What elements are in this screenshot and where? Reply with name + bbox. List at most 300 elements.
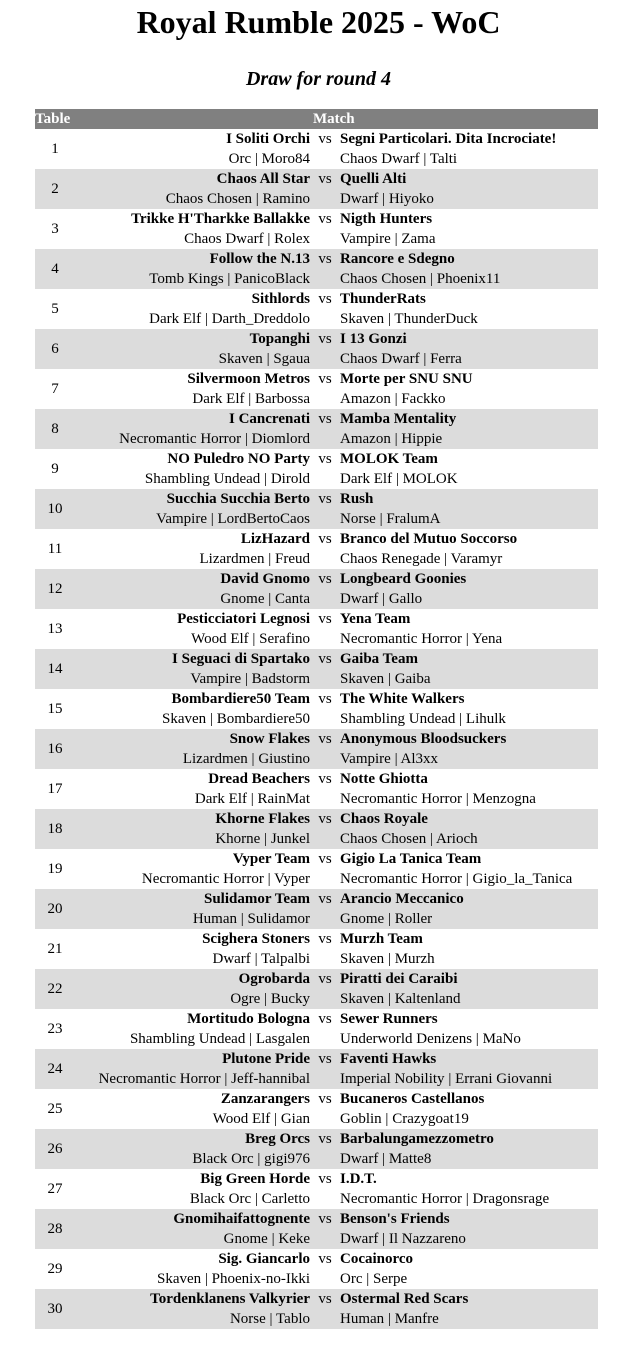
away-coach: Crazygoat19 bbox=[392, 1111, 469, 1127]
away-race: Chaos Renegade bbox=[340, 551, 441, 567]
home-team-name: Vyper Team bbox=[232, 851, 310, 867]
away-race: Necromantic Horror bbox=[340, 791, 463, 807]
away-team-name: Nigth Hunters bbox=[340, 211, 433, 227]
home-team-name: Sithlords bbox=[251, 291, 310, 307]
home-team-name: Bombardiere50 Team bbox=[171, 691, 310, 707]
home-team-cell bbox=[75, 1249, 310, 1289]
home-coach: Canta bbox=[275, 591, 310, 607]
home-race: Wood Elf bbox=[212, 1111, 271, 1127]
home-coach: PanicoBlack bbox=[234, 271, 310, 287]
away-team-name: ThunderRats bbox=[340, 291, 426, 307]
home-team-name: Chaos All Star bbox=[216, 171, 310, 187]
vs-label: vs bbox=[318, 1131, 332, 1147]
away-race: Chaos Chosen bbox=[340, 271, 427, 287]
away-team-name: Anonymous Bloodsuckers bbox=[340, 731, 507, 747]
away-coach: Hiyoko bbox=[388, 191, 434, 207]
away-team-cell bbox=[340, 369, 598, 409]
away-race: Orc bbox=[340, 1271, 363, 1287]
away-race: Dwarf bbox=[340, 1231, 379, 1247]
away-coach: Ferra bbox=[430, 351, 462, 367]
home-team-cell bbox=[75, 649, 310, 689]
separator: | bbox=[244, 431, 248, 447]
home-team-name: Mortitudo Bologna bbox=[187, 1011, 310, 1027]
home-team-info bbox=[75, 829, 310, 849]
separator: | bbox=[274, 1111, 278, 1127]
separator: | bbox=[394, 431, 398, 447]
home-team-name: Big Green Horde bbox=[200, 1171, 310, 1187]
away-race: Dark Elf bbox=[340, 471, 393, 487]
table-row bbox=[35, 209, 598, 249]
vs-label: vs bbox=[318, 171, 332, 187]
home-team-info bbox=[75, 1069, 310, 1089]
separator: | bbox=[250, 791, 254, 807]
separator: | bbox=[269, 1311, 273, 1327]
away-team-info bbox=[340, 1229, 598, 1249]
away-team-info bbox=[340, 149, 598, 169]
away-team-info bbox=[340, 309, 598, 329]
away-team-cell bbox=[340, 449, 598, 489]
away-coach: Talti bbox=[429, 151, 458, 167]
away-team-info bbox=[340, 709, 598, 729]
home-team-cell bbox=[75, 1289, 310, 1329]
home-team-cell bbox=[75, 369, 310, 409]
separator: | bbox=[210, 511, 214, 527]
separator: | bbox=[264, 991, 268, 1007]
home-team-name: Tordenklanens Valkyrier bbox=[150, 1291, 310, 1307]
home-race: Wood Elf bbox=[191, 631, 249, 647]
table-number: 19 bbox=[47, 860, 63, 877]
table-row bbox=[35, 1009, 598, 1049]
home-coach: Carletto bbox=[261, 1191, 310, 1207]
home-team-info bbox=[75, 429, 310, 449]
home-coach: Darth_Dreddolo bbox=[211, 311, 310, 327]
away-team-cell bbox=[340, 249, 598, 289]
home-team-name: Ogrobarda bbox=[238, 971, 310, 987]
away-coach: Matte8 bbox=[388, 1151, 432, 1167]
away-race: Vampire bbox=[340, 231, 391, 247]
vs-label: vs bbox=[318, 491, 332, 507]
home-team-info bbox=[75, 269, 310, 289]
home-race: Skaven bbox=[218, 351, 263, 367]
separator: | bbox=[382, 1151, 386, 1167]
home-team-info bbox=[75, 869, 310, 889]
away-team-name: Rancore e Sdegno bbox=[340, 251, 455, 267]
vs-label: vs bbox=[318, 331, 332, 347]
table-number: 20 bbox=[47, 900, 63, 917]
away-coach: Zama bbox=[401, 231, 436, 247]
away-team-cell bbox=[340, 929, 598, 969]
separator: | bbox=[465, 871, 469, 887]
home-team-info bbox=[75, 1189, 310, 1209]
separator: | bbox=[475, 1031, 479, 1047]
table-row bbox=[35, 1249, 598, 1289]
home-team-cell bbox=[75, 409, 310, 449]
home-coach: Phoenix-no-Ikki bbox=[211, 1271, 310, 1287]
home-race: Gnome bbox=[220, 591, 265, 607]
away-team-info bbox=[340, 629, 598, 649]
away-team-name: Quelli Alti bbox=[340, 171, 407, 187]
table-row bbox=[35, 1129, 598, 1169]
home-team-cell bbox=[75, 889, 310, 929]
home-coach: gigi976 bbox=[264, 1151, 310, 1167]
home-race: Shambling Undead bbox=[129, 1031, 246, 1047]
away-coach: Gaiba bbox=[394, 671, 431, 687]
separator: | bbox=[423, 151, 427, 167]
home-team-info bbox=[75, 1309, 310, 1329]
away-team-info bbox=[340, 469, 598, 489]
away-coach: MOLOK bbox=[402, 471, 458, 487]
home-team-name: David Gnomo bbox=[220, 571, 310, 587]
home-coach: Tablo bbox=[276, 1311, 310, 1327]
away-race: Dwarf bbox=[340, 1151, 379, 1167]
table-row bbox=[35, 529, 598, 569]
away-team-info bbox=[340, 669, 598, 689]
separator: | bbox=[387, 311, 391, 327]
away-team-name: Bucaneros Castellanos bbox=[340, 1091, 485, 1107]
home-team-name: Trikke H'Tharkke Ballakke bbox=[131, 211, 310, 227]
vs-label: vs bbox=[318, 731, 332, 747]
table-row bbox=[35, 249, 598, 289]
away-team-name: Rush bbox=[340, 491, 374, 507]
away-race: Amazon bbox=[340, 431, 391, 447]
away-coach: Kaltenland bbox=[394, 991, 461, 1007]
away-team-name: Sewer Runners bbox=[340, 1011, 438, 1027]
away-team-info bbox=[340, 549, 598, 569]
home-team-cell bbox=[75, 489, 310, 529]
away-race: Amazon bbox=[340, 391, 391, 407]
table-row bbox=[35, 1089, 598, 1129]
home-race: Norse bbox=[229, 1311, 266, 1327]
away-team-name: Piratti dei Caraibi bbox=[340, 971, 458, 987]
away-race: Imperial Nobility bbox=[340, 1071, 445, 1087]
home-coach: Rolex bbox=[274, 231, 310, 247]
home-team-cell bbox=[75, 609, 310, 649]
home-team-name: Dread Beachers bbox=[208, 771, 310, 787]
table-number: 11 bbox=[47, 540, 63, 557]
vs-label: vs bbox=[318, 811, 332, 827]
home-team-info bbox=[75, 469, 310, 489]
separator: | bbox=[459, 711, 463, 727]
table-number: 8 bbox=[51, 420, 59, 437]
home-team-cell bbox=[75, 289, 310, 329]
home-team-cell bbox=[75, 689, 310, 729]
away-team-name: Branco del Mutuo Soccorso bbox=[340, 531, 518, 547]
separator: | bbox=[240, 911, 244, 927]
home-team-name: Silvermoon Metros bbox=[187, 371, 310, 387]
away-coach: Al3xx bbox=[400, 751, 439, 767]
home-race: Chaos Dwarf bbox=[184, 231, 264, 247]
away-team-cell bbox=[340, 729, 598, 769]
home-race: Necromantic Horror bbox=[141, 871, 264, 887]
home-coach: Bucky bbox=[270, 991, 310, 1007]
away-coach: Errani Giovanni bbox=[455, 1071, 553, 1087]
away-coach: FralumA bbox=[386, 511, 441, 527]
separator: | bbox=[394, 231, 398, 247]
home-team-name: Follow the N.13 bbox=[209, 251, 310, 267]
home-race: Vampire bbox=[190, 671, 242, 687]
home-team-cell bbox=[75, 129, 310, 169]
home-race: Skaven bbox=[162, 711, 207, 727]
away-coach: Lihulk bbox=[465, 711, 506, 727]
home-team-name: Topanghi bbox=[249, 331, 310, 347]
home-team-cell bbox=[75, 1049, 310, 1089]
vs-label: vs bbox=[318, 1211, 332, 1227]
vs-label: vs bbox=[318, 1011, 332, 1027]
separator: | bbox=[382, 591, 386, 607]
home-team-info bbox=[75, 989, 310, 1009]
home-team-cell bbox=[75, 1089, 310, 1129]
away-coach: Fackko bbox=[401, 391, 446, 407]
away-team-cell bbox=[340, 1049, 598, 1089]
home-team-cell bbox=[75, 1009, 310, 1049]
table-row bbox=[35, 769, 598, 809]
home-coach: Jeff-hannibal bbox=[231, 1071, 310, 1087]
home-coach: Sulidamor bbox=[247, 911, 310, 927]
home-coach: Giustino bbox=[258, 751, 310, 767]
home-race: Dark Elf bbox=[194, 791, 247, 807]
away-team-name: Murzh Team bbox=[340, 931, 423, 947]
home-race: Necromantic Horror bbox=[98, 1071, 221, 1087]
table-number: 17 bbox=[47, 780, 63, 797]
away-team-info bbox=[340, 189, 598, 209]
away-race: Chaos Chosen bbox=[340, 831, 427, 847]
vs-label: vs bbox=[318, 1091, 332, 1107]
home-team-name: I Cancrenati bbox=[229, 411, 310, 427]
table-row bbox=[35, 449, 598, 489]
table-number: 26 bbox=[47, 1140, 63, 1157]
separator: | bbox=[252, 631, 256, 647]
table-number: 5 bbox=[51, 300, 59, 317]
home-race: Skaven bbox=[156, 1271, 202, 1287]
table-number: 3 bbox=[51, 220, 59, 237]
away-team-info bbox=[340, 1189, 598, 1209]
away-team-name: Arancio Meccanico bbox=[340, 891, 464, 907]
separator: | bbox=[382, 191, 386, 207]
home-team-cell bbox=[75, 769, 310, 809]
away-team-name: Faventi Hawks bbox=[340, 1051, 437, 1067]
vs-label: vs bbox=[318, 971, 332, 987]
table-number: 4 bbox=[51, 260, 59, 277]
away-race: Gnome bbox=[340, 911, 385, 927]
away-team-cell bbox=[340, 1169, 598, 1209]
separator: | bbox=[387, 991, 391, 1007]
table-number: 1 bbox=[51, 140, 59, 157]
away-team-name: Chaos Royale bbox=[340, 811, 428, 827]
home-race: Khorne bbox=[215, 831, 261, 847]
page-title: Royal Rumble 2025 - WoC bbox=[136, 4, 501, 40]
vs-label: vs bbox=[318, 691, 332, 707]
table-number: 15 bbox=[47, 700, 63, 717]
away-team-info bbox=[340, 909, 598, 929]
table-number: 14 bbox=[47, 660, 63, 677]
away-coach: Serpe bbox=[373, 1271, 408, 1287]
separator: | bbox=[465, 1191, 469, 1207]
away-team-cell bbox=[340, 129, 598, 169]
away-team-info bbox=[340, 349, 598, 369]
away-team-cell bbox=[340, 329, 598, 369]
separator: | bbox=[254, 951, 258, 967]
vs-label: vs bbox=[318, 1051, 332, 1067]
table-row bbox=[35, 689, 598, 729]
away-race: Dwarf bbox=[340, 191, 379, 207]
away-team-cell bbox=[340, 849, 598, 889]
vs-label: vs bbox=[318, 251, 332, 267]
home-coach: Bombardiere50 bbox=[216, 711, 310, 727]
away-team-name: I 13 Gonzi bbox=[340, 331, 407, 347]
header-match bbox=[75, 109, 598, 129]
home-team-cell bbox=[75, 729, 310, 769]
table-number: 22 bbox=[47, 980, 63, 997]
home-team-cell bbox=[75, 1169, 310, 1209]
separator: | bbox=[444, 551, 448, 567]
separator: | bbox=[382, 1231, 386, 1247]
home-team-info bbox=[75, 1029, 310, 1049]
home-team-cell bbox=[75, 169, 310, 209]
home-race: Black Orc bbox=[189, 1191, 252, 1207]
page-subtitle: Draw for round 4 bbox=[245, 68, 392, 90]
home-team-info bbox=[75, 589, 310, 609]
away-coach: Manfre bbox=[394, 1311, 439, 1327]
table-row bbox=[35, 809, 598, 849]
away-race: Norse bbox=[340, 511, 376, 527]
away-race: Chaos Dwarf bbox=[340, 351, 420, 367]
home-race: Black Orc bbox=[192, 1151, 254, 1167]
home-team-name: NO Puledro NO Party bbox=[167, 451, 310, 467]
away-team-cell bbox=[340, 609, 598, 649]
home-team-name: I Soliti Orchi bbox=[226, 131, 310, 147]
separator: | bbox=[387, 951, 391, 967]
home-race: Necromantic Horror bbox=[119, 431, 242, 447]
separator: | bbox=[227, 271, 231, 287]
table-number: 13 bbox=[47, 620, 63, 637]
home-team-name: Succhia Succhia Berto bbox=[166, 491, 310, 507]
away-race: Vampire bbox=[340, 751, 391, 767]
separator: | bbox=[430, 831, 434, 847]
away-coach: Il Nazzareno bbox=[388, 1231, 466, 1247]
away-race: Skaven bbox=[340, 671, 385, 687]
away-coach: Varamyr bbox=[450, 551, 503, 567]
away-team-name: Cocainorco bbox=[340, 1251, 414, 1267]
away-team-info bbox=[340, 509, 598, 529]
away-team-cell bbox=[340, 809, 598, 849]
home-team-info bbox=[75, 389, 310, 409]
away-team-name: Benson's Friends bbox=[340, 1211, 450, 1227]
home-team-info bbox=[75, 229, 310, 249]
home-coach: Talpalbi bbox=[261, 951, 310, 967]
home-team-cell bbox=[75, 969, 310, 1009]
away-team-info bbox=[340, 989, 598, 1009]
table-number: 2 bbox=[51, 180, 59, 197]
home-team-cell bbox=[75, 1209, 310, 1249]
separator: | bbox=[224, 1071, 228, 1087]
home-team-info bbox=[75, 669, 310, 689]
away-team-name: MOLOK Team bbox=[340, 451, 438, 467]
vs-label: vs bbox=[318, 891, 332, 907]
separator: | bbox=[379, 511, 383, 527]
separator: | bbox=[387, 911, 391, 927]
home-team-cell bbox=[75, 809, 310, 849]
home-team-info bbox=[75, 1149, 310, 1169]
separator: | bbox=[385, 1111, 389, 1127]
table-row bbox=[35, 889, 598, 929]
table-number: 18 bbox=[47, 820, 63, 837]
away-team-info bbox=[340, 429, 598, 449]
home-team-info bbox=[75, 709, 310, 729]
home-coach: Junkel bbox=[270, 831, 310, 847]
separator: | bbox=[266, 351, 270, 367]
home-team-name: Sulidamor Team bbox=[203, 891, 310, 907]
home-team-cell bbox=[75, 449, 310, 489]
away-team-name: The White Walkers bbox=[340, 691, 465, 707]
table-row bbox=[35, 289, 598, 329]
away-race: Skaven bbox=[340, 951, 385, 967]
table-number: 25 bbox=[47, 1100, 63, 1117]
away-team-cell bbox=[340, 1129, 598, 1169]
away-coach: Phoenix11 bbox=[436, 271, 501, 287]
vs-label: vs bbox=[318, 411, 332, 427]
table-header-row bbox=[35, 109, 598, 129]
home-race: Shambling Undead bbox=[144, 471, 261, 487]
table-row bbox=[35, 729, 598, 769]
away-team-info bbox=[340, 589, 598, 609]
separator: | bbox=[387, 1311, 391, 1327]
vs-label: vs bbox=[318, 371, 332, 387]
vs-label: vs bbox=[318, 531, 332, 547]
separator: | bbox=[395, 471, 399, 487]
home-team-name: Gnomihaifattognente bbox=[173, 1211, 310, 1227]
table-row bbox=[35, 489, 598, 529]
vs-label: vs bbox=[318, 611, 332, 627]
away-team-info bbox=[340, 789, 598, 809]
separator: | bbox=[423, 351, 427, 367]
separator: | bbox=[448, 1071, 452, 1087]
home-race: Human bbox=[192, 911, 237, 927]
home-coach: Diomlord bbox=[251, 431, 310, 447]
home-team-name: Scighera Stoners bbox=[202, 931, 310, 947]
vs-label: vs bbox=[318, 1291, 332, 1307]
separator: | bbox=[264, 471, 268, 487]
home-race: Chaos Chosen bbox=[165, 191, 252, 207]
home-team-info bbox=[75, 549, 310, 569]
away-team-info bbox=[340, 1269, 598, 1289]
separator: | bbox=[268, 551, 272, 567]
away-coach: ThunderDuck bbox=[394, 311, 478, 327]
home-team-name: Breg Orcs bbox=[245, 1131, 310, 1147]
table-number: 10 bbox=[47, 500, 63, 517]
home-team-info bbox=[75, 1229, 310, 1249]
vs-label: vs bbox=[318, 931, 332, 947]
separator: | bbox=[271, 1231, 275, 1247]
home-team-info bbox=[75, 749, 310, 769]
away-team-info bbox=[340, 1069, 598, 1089]
separator: | bbox=[255, 191, 259, 207]
away-team-info bbox=[340, 869, 598, 889]
home-coach: Barbossa bbox=[255, 391, 310, 407]
away-race: Skaven bbox=[340, 311, 385, 327]
table-row bbox=[35, 569, 598, 609]
away-team-cell bbox=[340, 1089, 598, 1129]
home-coach: Vyper bbox=[274, 871, 310, 887]
home-coach: RainMat bbox=[257, 791, 310, 807]
table-row bbox=[35, 969, 598, 1009]
away-team-info bbox=[340, 829, 598, 849]
separator: | bbox=[204, 311, 208, 327]
separator: | bbox=[465, 791, 469, 807]
away-team-cell bbox=[340, 569, 598, 609]
away-team-name: Gaiba Team bbox=[340, 651, 418, 667]
home-coach: Badstorm bbox=[251, 671, 310, 687]
home-team-name: Zanzarangers bbox=[220, 1091, 310, 1107]
